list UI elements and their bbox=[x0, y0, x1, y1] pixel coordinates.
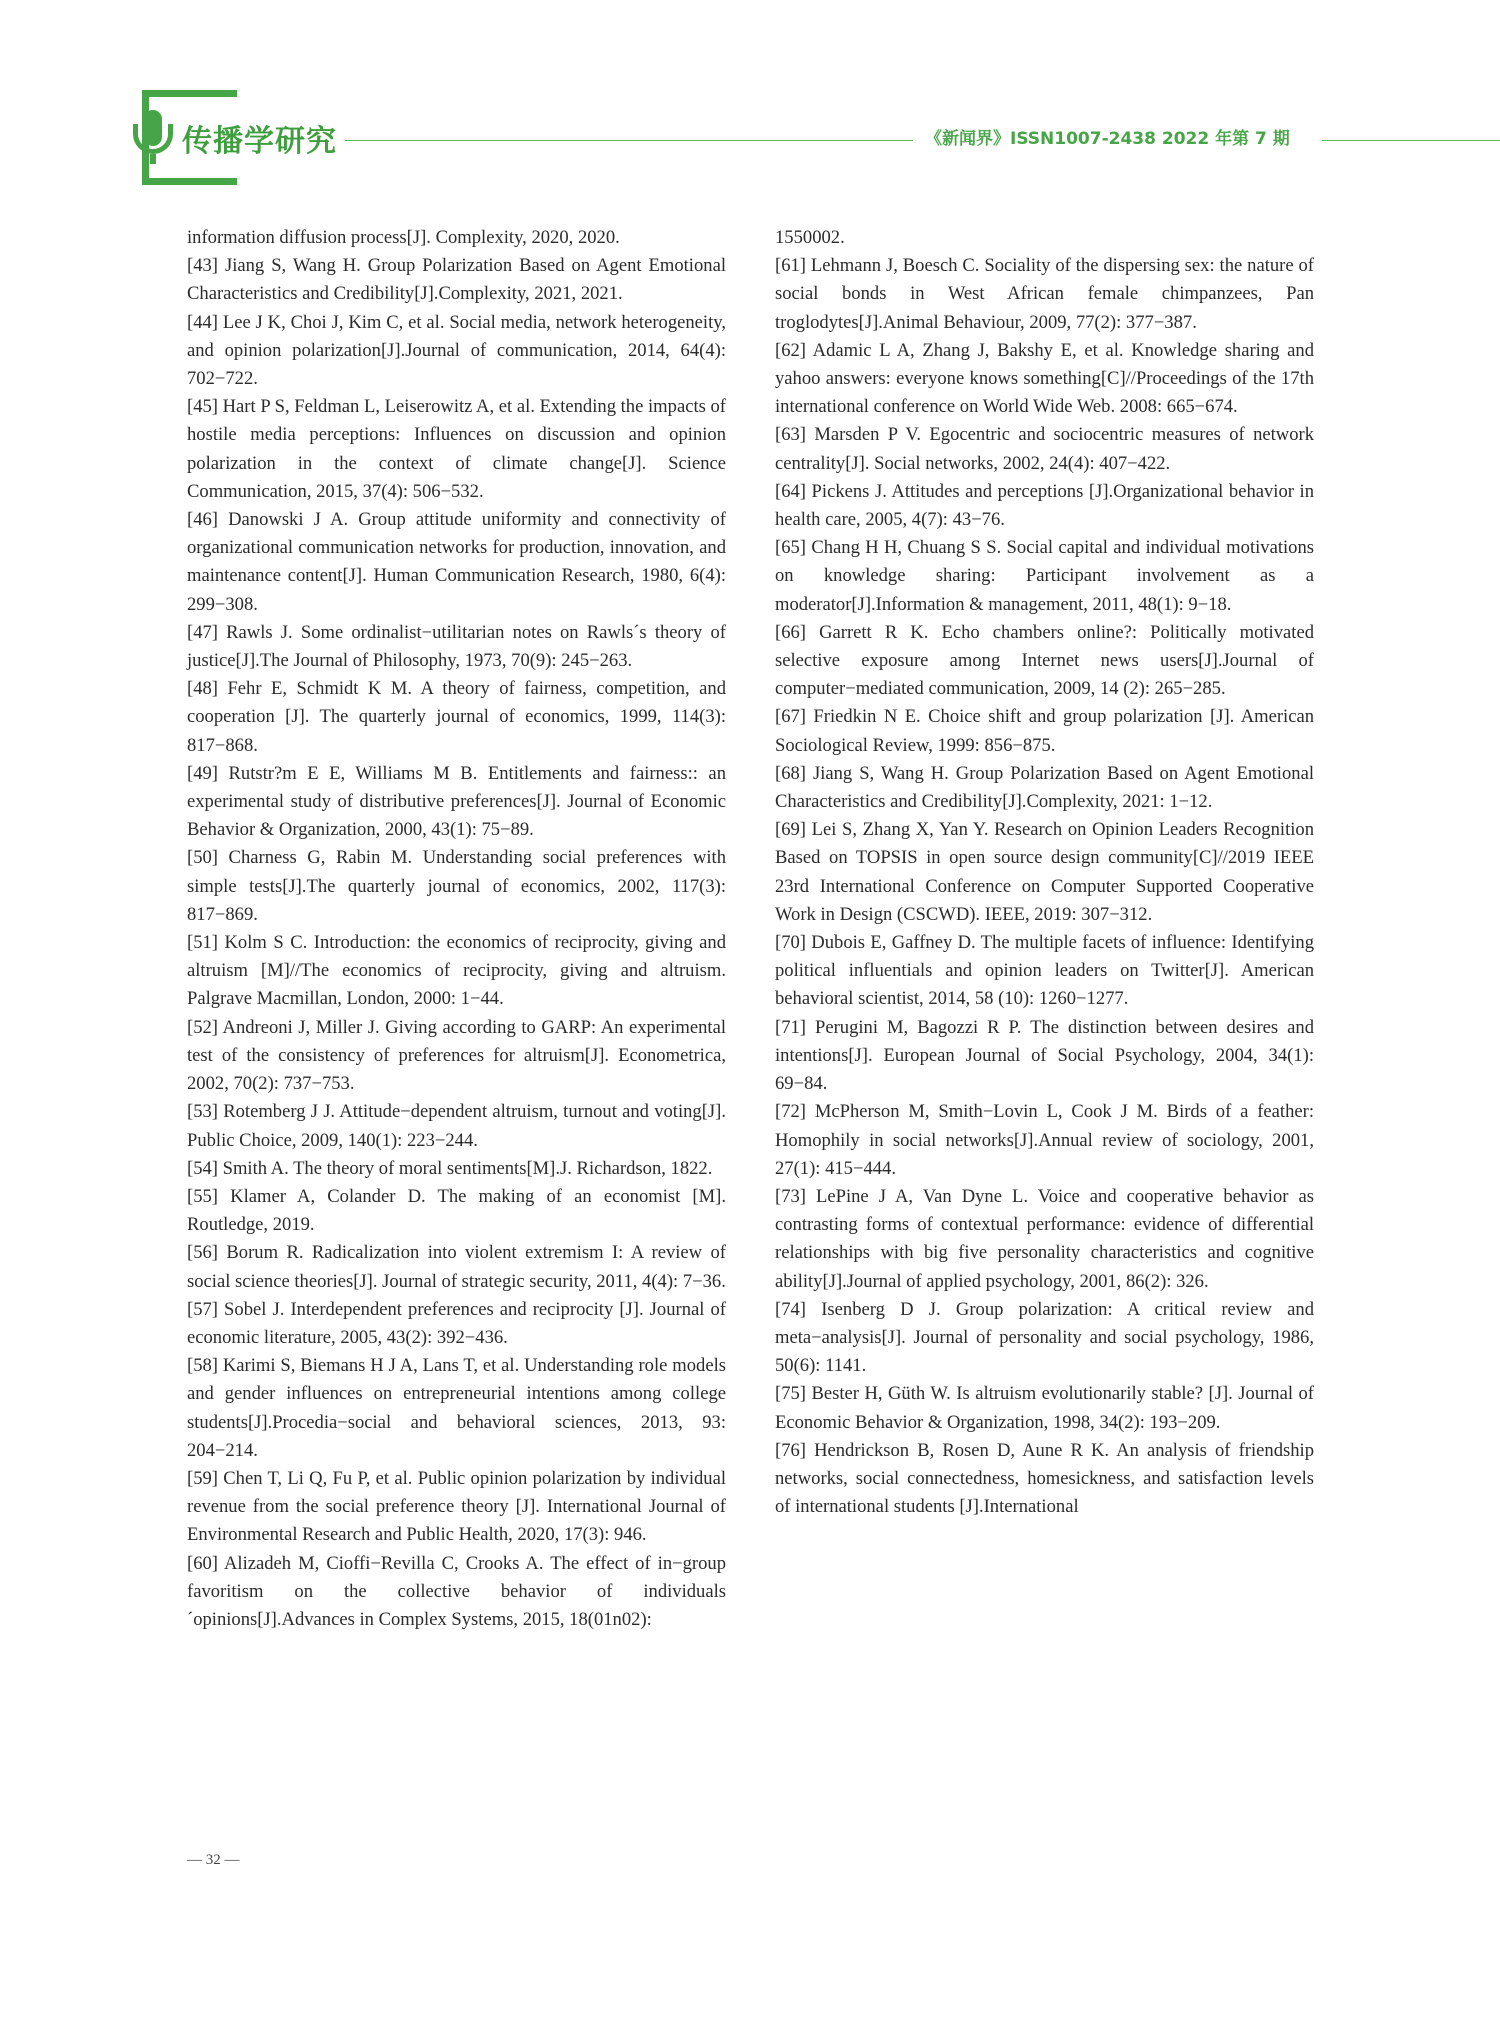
reference-46: [46] Danowski J A. Group attitude uniformity and connectivity of organizational communication networks for production, innovation, and maintenance content[J]. Human Communication Research, 1980, 6(4): 299−308. bbox=[187, 509, 726, 615]
reference-72: [72] McPherson M, Smith−Lovin L, Cook J M. Birds of a feather: Homophily in social networks[J].Annual review of sociology, 2001, 27(1): 415−444. bbox=[775, 1101, 1314, 1179]
references-left-column bbox=[187, 224, 726, 1634]
journal-title: 传播学研究 bbox=[182, 124, 337, 159]
reference-43: [43] Jiang S, Wang H. Group Polarization Based on Agent Emotional Characteristics and Credibility[J].Complexity, 2021, 2021. bbox=[187, 255, 726, 305]
reference-53: [53] Rotemberg J J. Attitude−dependent altruism, turnout and voting[J]. Public Choice, 2009, 140(1): 223−244. bbox=[187, 1101, 726, 1151]
page-header bbox=[0, 0, 1500, 200]
reference-52: [52] Andreoni J, Miller J. Giving according to GARP: An experimental test of the consistency of preferences for altruism[J]. Econometrica, 2002, 70(2): 737−753. bbox=[187, 1016, 726, 1095]
reference-60-continued: 1550002. bbox=[775, 227, 845, 248]
page-number: — 32 — bbox=[187, 1852, 240, 1868]
issue-info: 《新闻界》ISSN1007-2438 2022 年第 7 期 bbox=[925, 129, 1290, 149]
reference-70: [70] Dubois E, Gaffney D. The multiple facets of influence: Identifying political influentials and opinion leaders on Twitter[J]. American behavioral scientist, 2014, 58 (10): 1260−1277. bbox=[775, 932, 1314, 1010]
reference-56: [56] Borum R. Radicalization into violent extremism I: A review of social science theories[J]. Journal of strategic security, 2011, 4(4): 7−36. bbox=[187, 1242, 726, 1292]
reference-68: [68] Jiang S, Wang H. Group Polarization Based on Agent Emotional Characteristics and Credibility[J].Complexity, 2021: 1−12. bbox=[775, 762, 1314, 813]
reference-66: [66] Garrett R K. Echo chambers online?: Politically motivated selective exposure among Internet news users[J].Journal of computer−mediated communication, 2009, 14 (2): 265−285. bbox=[775, 621, 1314, 700]
reference-54: [54] Smith A. The theory of moral sentiments[M].J. Richardson, 1822. bbox=[187, 1157, 713, 1179]
reference-71: [71] Perugini M, Bagozzi R P. The distinction between desires and intentions[J]. European Journal of Social Psychology, 2004, 34(1): 69−84. bbox=[775, 1016, 1314, 1095]
reference-50: [50] Charness G, Rabin M. Understanding social preferences with simple tests[J].The quarterly journal of economics, 2002, 117(3): 817−869. bbox=[187, 847, 726, 925]
reference-76: [76] Hendrickson B, Rosen D, Aune R K. An analysis of friendship networks, social connectedness, homesickness, and satisfaction levels of international students [J].International bbox=[775, 1439, 1314, 1518]
header-rule-left bbox=[345, 140, 913, 141]
reference-64: [64] Pickens J. Attitudes and perceptions [J].Organizational behavior in health care, 2005, 4(7): 43−76. bbox=[775, 480, 1314, 531]
microphone-icon bbox=[133, 110, 173, 162]
reference-47: [47] Rawls J. Some ordinalist−utilitarian notes on Rawls´s theory of justice[J].The Journal of Philosophy, 1973, 70(9): 245−263. bbox=[187, 621, 726, 672]
reference-61: [61] Lehmann J, Boesch C. Sociality of the dispersing sex: the nature of social bonds in West African female chimpanzees, Pan troglodytes[J].Animal Behaviour, 2009, 77(2): 377−387. bbox=[775, 255, 1314, 333]
reference-48: [48] Fehr E, Schmidt K M. A theory of fairness, competition, and cooperation [J]. The quarterly journal of economics, 1999, 114(3): 817−868. bbox=[187, 678, 726, 756]
reference-67: [67] Friedkin N E. Choice shift and group polarization [J]. American Sociological Review, 1999: 856−875. bbox=[775, 706, 1314, 756]
reference-75: [75] Bester H, Güth W. Is altruism evolutionarily stable? [J]. Journal of Economic Behavior & Organization, 1998, 34(2): 193−209. bbox=[775, 1383, 1314, 1433]
header-rule-right bbox=[1322, 140, 1500, 141]
reference-59: [59] Chen T, Li Q, Fu P, et al. Public opinion polarization by individual revenue from the social preference theory [J]. International Journal of Environmental Research and Public Health, 2020, 17(3): 946. bbox=[187, 1467, 726, 1546]
reference-60: [60] Alizadeh M, Cioffi−Revilla C, Crooks A. The effect of in−group favoritism on the collective behavior of individuals´opinions[J].Advances in Complex Systems, 2015, 18(01n02): bbox=[187, 1552, 726, 1630]
reference-63: [63] Marsden P V. Egocentric and sociocentric measures of network centrality[J]. Social networks, 2002, 24(4): 407−422. bbox=[775, 424, 1314, 474]
reference-74: [74] Isenberg D J. Group polarization: A critical review and meta−analysis[J]. Journal of personality and social psychology, 1986, 50(6): 1141. bbox=[775, 1298, 1314, 1377]
reference-73: [73] LePine J A, Van Dyne L. Voice and cooperative behavior as contrasting forms of contextual performance: evidence of differential relationships with big five personality characteristics and cognitive ability[J].Journal of applied psychology, 2001, 86(2): 326. bbox=[775, 1185, 1314, 1292]
reference-58: [58] Karimi S, Biemans H J A, Lans T, et al. Understanding role models and gender influences on entrepreneurial intentions among college students[J].Procedia−social and behavioral sciences, 2013, 93: 204−214. bbox=[187, 1355, 726, 1461]
reference-62: [62] Adamic L A, Zhang J, Bakshy E, et al. Knowledge sharing and yahoo answers: everyone knows something[C]//Proceedings of the 17th international conference on World Wide Web. 2008: 665−674. bbox=[775, 339, 1314, 418]
reference-55: [55] Klamer A, Colander D. The making of an economist [M]. Routledge, 2019. bbox=[187, 1185, 726, 1236]
reference-49: [49] Rutstr?m E E, Williams M B. Entitlements and fairness:: an experimental study of distributive preferences[J]. Journal of Economic Behavior & Organization, 2000, 43(1): 75−89. bbox=[187, 762, 726, 841]
reference-44: [44] Lee J K, Choi J, Kim C, et al. Social media, network heterogeneity, and opinion polarization[J].Journal of communication, 2014, 64(4): 702−722. bbox=[187, 311, 726, 390]
logo-frame-bottom bbox=[207, 178, 237, 185]
reference-57: [57] Sobel J. Interdependent preferences and reciprocity [J]. Journal of economic literature, 2005, 43(2): 392−436. bbox=[187, 1298, 726, 1348]
reference-continued: information diffusion process[J]. Complexity, 2020, 2020. bbox=[187, 227, 620, 248]
reference-45: [45] Hart P S, Feldman L, Leiserowitz A, et al. Extending the impacts of hostile media perceptions: Influences on discussion and opinion polarization in the context of climate change[J]. Science Communication, 2015, 37(4): 506−532. bbox=[187, 396, 726, 502]
logo-frame-top bbox=[207, 90, 237, 97]
references-right-column bbox=[775, 224, 1314, 1521]
reference-65: [65] Chang H H, Chuang S S. Social capital and individual motivations on knowledge sharing: Participant involvement as a moderator[J].Information & management, 2011, 48(1): 9−18. bbox=[775, 537, 1314, 615]
reference-69: [69] Lei S, Zhang X, Yan Y. Research on Opinion Leaders Recognition Based on TOPSIS in open source design community[C]//2019 IEEE 23rd International Conference on Computer Supported Cooperative Work in Design (CSCWD). IEEE, 2019: 307−312. bbox=[775, 819, 1314, 925]
reference-51: [51] Kolm S C. Introduction: the economics of reciprocity, giving and altruism [M]//The economics of reciprocity, giving and altruism. Palgrave Macmillan, London, 2000: 1−44. bbox=[187, 932, 726, 1010]
